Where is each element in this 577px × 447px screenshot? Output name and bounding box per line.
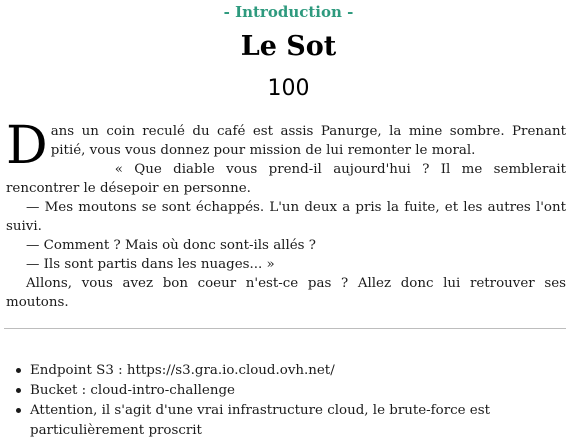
story-dialog-line: — Mes moutons se sont échappés. L'un deux a pris la fuite, et les autres l'ont suivi.: [6, 200, 566, 234]
story-dialog-line: — Comment ? Mais où donc sont-ils allés ?: [26, 238, 316, 253]
info-item-bucket: [30, 381, 575, 401]
story-paragraph-quote: « Que diable vous prend-il aujourd'hui ? Il me semblerait rencontrer le désepoir en personne.: [6, 162, 566, 196]
bullet-icon: [16, 388, 21, 393]
info-item-text: Attention, il s'agit d'une vrai infrastructure cloud, le brute-force est particulièrement proscrit: [30, 403, 490, 438]
story-text: [6, 116, 566, 312]
section-divider: [4, 328, 566, 329]
challenge-title: Le Sot: [240, 31, 337, 62]
bullet-icon: [16, 368, 21, 373]
info-item-text: Endpoint S3 : https://s3.gra.io.cloud.ovh.net/: [30, 363, 335, 378]
story-paragraph-intro: [6, 116, 566, 176]
bullet-icon: [16, 408, 21, 413]
section-label: - Introduction -: [223, 3, 354, 21]
story-dialog-line: — Ils sont partis dans les nuages... »: [26, 257, 275, 272]
challenge-info-list: [14, 361, 575, 441]
story-paragraph-closing: Allons, vous avez bon coeur n'est-ce pas ? Allez donc lui retrouver ses moutons.: [6, 276, 566, 310]
drop-cap: D: [6, 116, 48, 176]
info-item-text: Bucket : cloud-intro-challenge: [30, 383, 235, 398]
challenge-score: 100: [267, 76, 310, 101]
info-item-endpoint: [30, 361, 575, 381]
story-paragraph-intro-text: ans un coin reculé du café est assis Panurge, la mine sombre. Prenant pitié, vous vous donnez pour mission de lui remonter le moral.: [50, 124, 566, 158]
info-item-warning: [30, 401, 575, 441]
